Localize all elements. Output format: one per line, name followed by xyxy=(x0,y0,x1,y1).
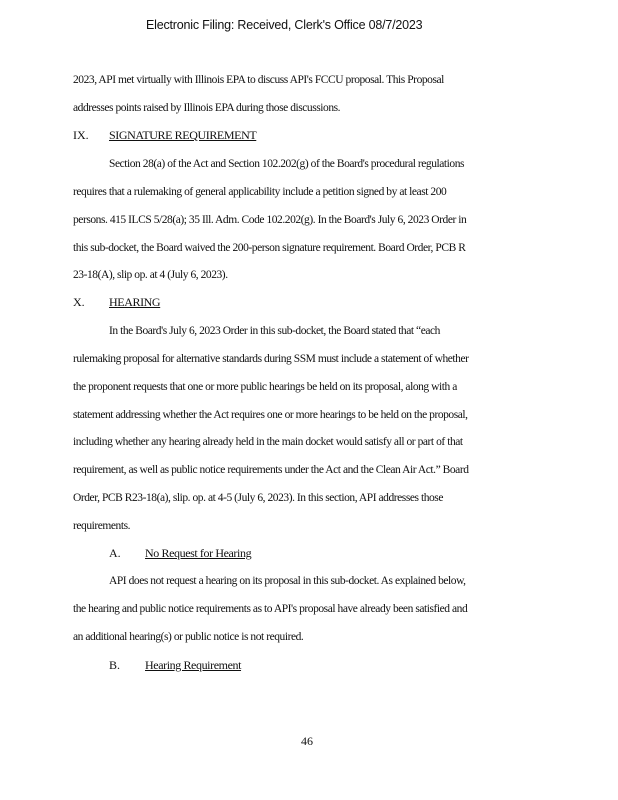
subsection-letter: A. xyxy=(109,546,121,560)
body-text-line: persons. 415 ILCS 5/28(a); 35 Ill. Adm. Code 102.202(g). In the Board's July 6, 2023 Order in xyxy=(73,214,467,226)
body-text-line: requirement, as well as public notice requirements under the Act and the Clean Air Act.” Board xyxy=(73,464,469,476)
body-text-line: Section 28(a) of the Act and Section 102.202(g) of the Board's procedural regulations xyxy=(109,158,465,170)
body-text-line: requires that a rulemaking of general applicability include a petition signed by at least 200 xyxy=(73,186,447,198)
body-text-line: In the Board's July 6, 2023 Order in this sub-docket, the Board stated that “each xyxy=(109,325,440,337)
section-number: X. xyxy=(73,295,85,309)
section-heading: HEARING xyxy=(109,295,161,309)
filing-stamp-header: Electronic Filing: Received, Clerk's Office 08/7/2023 xyxy=(146,18,423,32)
body-text-line: 2023, API met virtually with Illinois EPA to discuss API's FCCU proposal. This Proposal xyxy=(73,74,444,86)
body-text-line: the hearing and public notice requirements as to API's proposal have already been satisfied and xyxy=(73,603,468,615)
body-text-line: an additional hearing(s) or public notice is not required. xyxy=(73,631,304,643)
page-number: 46 xyxy=(301,734,313,748)
body-text-line: including whether any hearing already held in the main docket would satisfy all or part of that xyxy=(73,436,463,448)
body-text-line: statement addressing whether the Act requires one or more hearings to be held on the proposal, xyxy=(73,409,468,421)
body-text-line: the proponent requests that one or more public hearings be held on its proposal, along with a xyxy=(73,381,457,393)
subsection-heading: No Request for Hearing xyxy=(145,546,252,560)
body-text-line: Order, PCB R23-18(a), slip. op. at 4-5 (July 6, 2023). In this section, API addresses those xyxy=(73,492,443,504)
body-text-line: 23-18(A), slip op. at 4 (July 6, 2023). xyxy=(73,269,228,281)
body-text-line: API does not request a hearing on its proposal in this sub-docket. As explained below, xyxy=(109,575,466,587)
subsection-heading: Hearing Requirement xyxy=(145,658,242,672)
body-text-line: addresses points raised by Illinois EPA during those discussions. xyxy=(73,102,341,114)
subsection-letter: B. xyxy=(109,658,121,672)
body-text-line: requirements. xyxy=(73,520,131,532)
body-text-line: this sub-docket, the Board waived the 200-person signature requirement. Board Order, PCB R xyxy=(73,242,466,254)
section-number: IX. xyxy=(73,128,89,142)
body-text-line: rulemaking proposal for alternative standards during SSM must include a statement of whether xyxy=(73,353,469,365)
section-heading: SIGNATURE REQUIREMENT xyxy=(109,128,257,142)
